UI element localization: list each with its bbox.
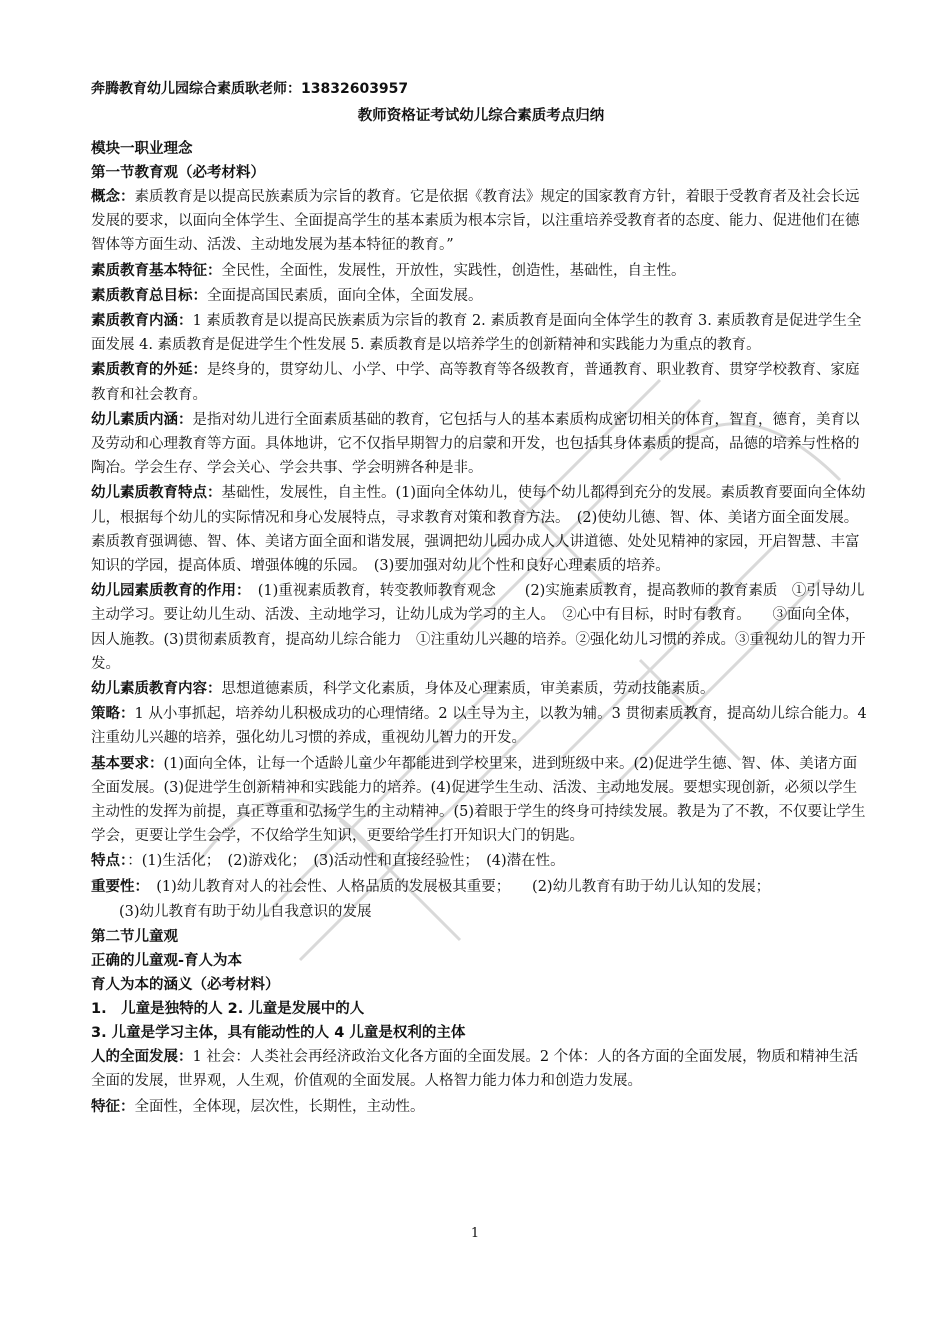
section-heading-2: 第二节儿童观 bbox=[91, 929, 178, 946]
subheading-1: 正确的儿童观-育人为本 bbox=[91, 953, 243, 970]
paragraph-child-features: 幼儿素质教育特点：基础性，发展性，自主性。(1)面向全体幼儿，使每个幼儿都得到充分的发展。素质教育要面向全体幼儿，根据每个幼儿的实际情况和身心发展特点，寻求教育对策和教育方法。 (2)使幼儿德、智、体、美诸方面全面发展。素质教育强调德、智、体、美诸方面全面和谐发展，强调把幼儿园办成人人讲道德、处处见精神的家园，开启智慧、丰富知识的学园，提高体质、增强体魄的乐园。 (3)要加强对幼儿个性和良好心理素质的培养。 bbox=[91, 485, 866, 575]
module-heading: 模块一职业理念 bbox=[91, 141, 193, 157]
section-heading-1: 第一节教育观（必考材料） bbox=[91, 165, 265, 181]
paragraph-content: 幼儿素质教育内容：思想道德素质，科学文化素质，身体及心理素质，审美素质，劳动技能素质。 bbox=[91, 681, 715, 698]
header-contact: 奔腾教育幼儿园综合素质耿老师：13832603957 bbox=[91, 81, 409, 97]
document-body bbox=[91, 78, 871, 1120]
paragraph-characteristics: 特点：：(1)生活化； (2)游戏化； (3)活动性和直接经验性； (4)潜在性。 bbox=[91, 853, 565, 870]
paragraph-importance-cont: (3)幼儿教育有助于幼儿自我意识的发展 bbox=[119, 903, 372, 920]
paragraph-requirements: 基本要求：(1)面向全体，让每一个适龄儿童少年都能进到学校里来，进到班级中来。(2)促进学生德、智、体、美诸方面全面发展。(3)促进学生创新精神和实践能力的培养。(4)促进学生生动、活泼、主动地发展。要想实现创新，必须以学生主动性的发挥为前提，真正尊重和弘扬学生的主动精神。(5)着眼于学生的终身可持续发展。教是为了不教，不仅要让学生学会，更要让学生会学，不仅给学生知识，更要给学生打开知识大门的钥匙。 bbox=[91, 755, 866, 845]
paragraph-all-round: 人的全面发展：1 社会：人类社会再经济政治文化各方面的全面发展。2 个体：人的各方面的全面发展，物质和精神生活全面的发展，世界观，人生观，价值观的全面发展。人格智力能力体力和创造力发展。 bbox=[91, 1049, 859, 1090]
page-title: 教师资格证考试幼儿综合素质考点归纳 bbox=[357, 108, 605, 124]
paragraph-extension: 素质教育的外延：是终身的，贯穿幼儿、小学、中学、高等教育等各级教育，普通教育、职业教育、贯穿学校教育、家庭教育和社会教育。 bbox=[91, 362, 860, 403]
list-line-1: 1. 儿童是独特的人 2. 儿童是发展中的人 bbox=[91, 1001, 365, 1018]
paragraph-child-connotation: 幼儿素质内涵：是指对幼儿进行全面素质基础的教育，它包括与人的基本素质构成密切相关的体育，智育，德育，美育以及劳动和心理教育等方面。具体地讲，它不仅指早期智力的启蒙和开发，也包括其身体素质的提高，品德的培养与性格的陶冶。学会生存、学会关心、学会共事、学会明辨各种是非。 bbox=[91, 411, 860, 477]
subheading-2: 育人为本的涵义（必考材料） bbox=[91, 977, 280, 994]
list-line-2: 3. 儿童是学习主体，具有能动性的人 4 儿童是权利的主体 bbox=[91, 1025, 466, 1042]
paragraph-connotation: 素质教育内涵：1 素质教育是以提高民族素质为宗旨的教育 2. 素质教育是面向全体学生的教育 3. 素质教育是促进学生全面发展 4. 素质教育是促进学生个性发展 5. 素质教育是以培养学生的创新精神和实践能力为重点的教育。 bbox=[91, 313, 862, 354]
paragraph-importance: 重要性： (1)幼儿教育对人的社会性、人格品质的发展极其重要； (2)幼儿教育有助于幼儿认知的发展； bbox=[91, 878, 771, 895]
paragraph-strategy: 策略：1 从小事抓起，培养幼儿积极成功的心理情绪。2 以主导为主，以教为辅。3 贯彻素质教育，提高幼儿综合能力。4 注重幼儿兴趣的培养，强化幼儿习惯的养成，重视幼儿智力的开发。 bbox=[91, 706, 867, 747]
paragraph-role: 幼儿园素质教育的作用： (1)重视素质教育，转变教师教育观念 (2)实施素质教育，提高教师的教育素质 ①引导幼儿主动学习。要让幼儿生动、活泼、主动地学习，让幼儿成为学习的主人。 ②心中有目标，时时有教育。 ③面向全体，因人施教。(3)贯彻素质教育，提高幼儿综合能力 ①注重幼儿兴趣的培养。②强化幼儿习惯的养成。③重视幼儿的智力开发。 bbox=[91, 583, 866, 672]
paragraph-traits: 特征：全面性，全体现，层次性，长期性，主动性。 bbox=[91, 1098, 425, 1115]
paragraph-goal: 素质教育总目标：全面提高国民素质，面向全体，全面发展。 bbox=[91, 287, 483, 304]
paragraph-concept: 概念：素质教育是以提高民族素质为宗旨的教育。它是依据《教育法》规定的国家教育方针，着眼于受教育者及社会长远发展的要求，以面向全体学生、全面提高学生的基本素质为根本宗旨，以注重培养受教育者的态度、能力、促进他们在德智体等方面生动、活泼、主动地发展为基本特征的教育。” bbox=[91, 189, 860, 254]
paragraph-features: 素质教育基本特征：全民性，全面性，发展性，开放性，实践性，创造性，基础性，自主性。 bbox=[91, 262, 686, 279]
page-number: 1 bbox=[470, 1226, 480, 1241]
